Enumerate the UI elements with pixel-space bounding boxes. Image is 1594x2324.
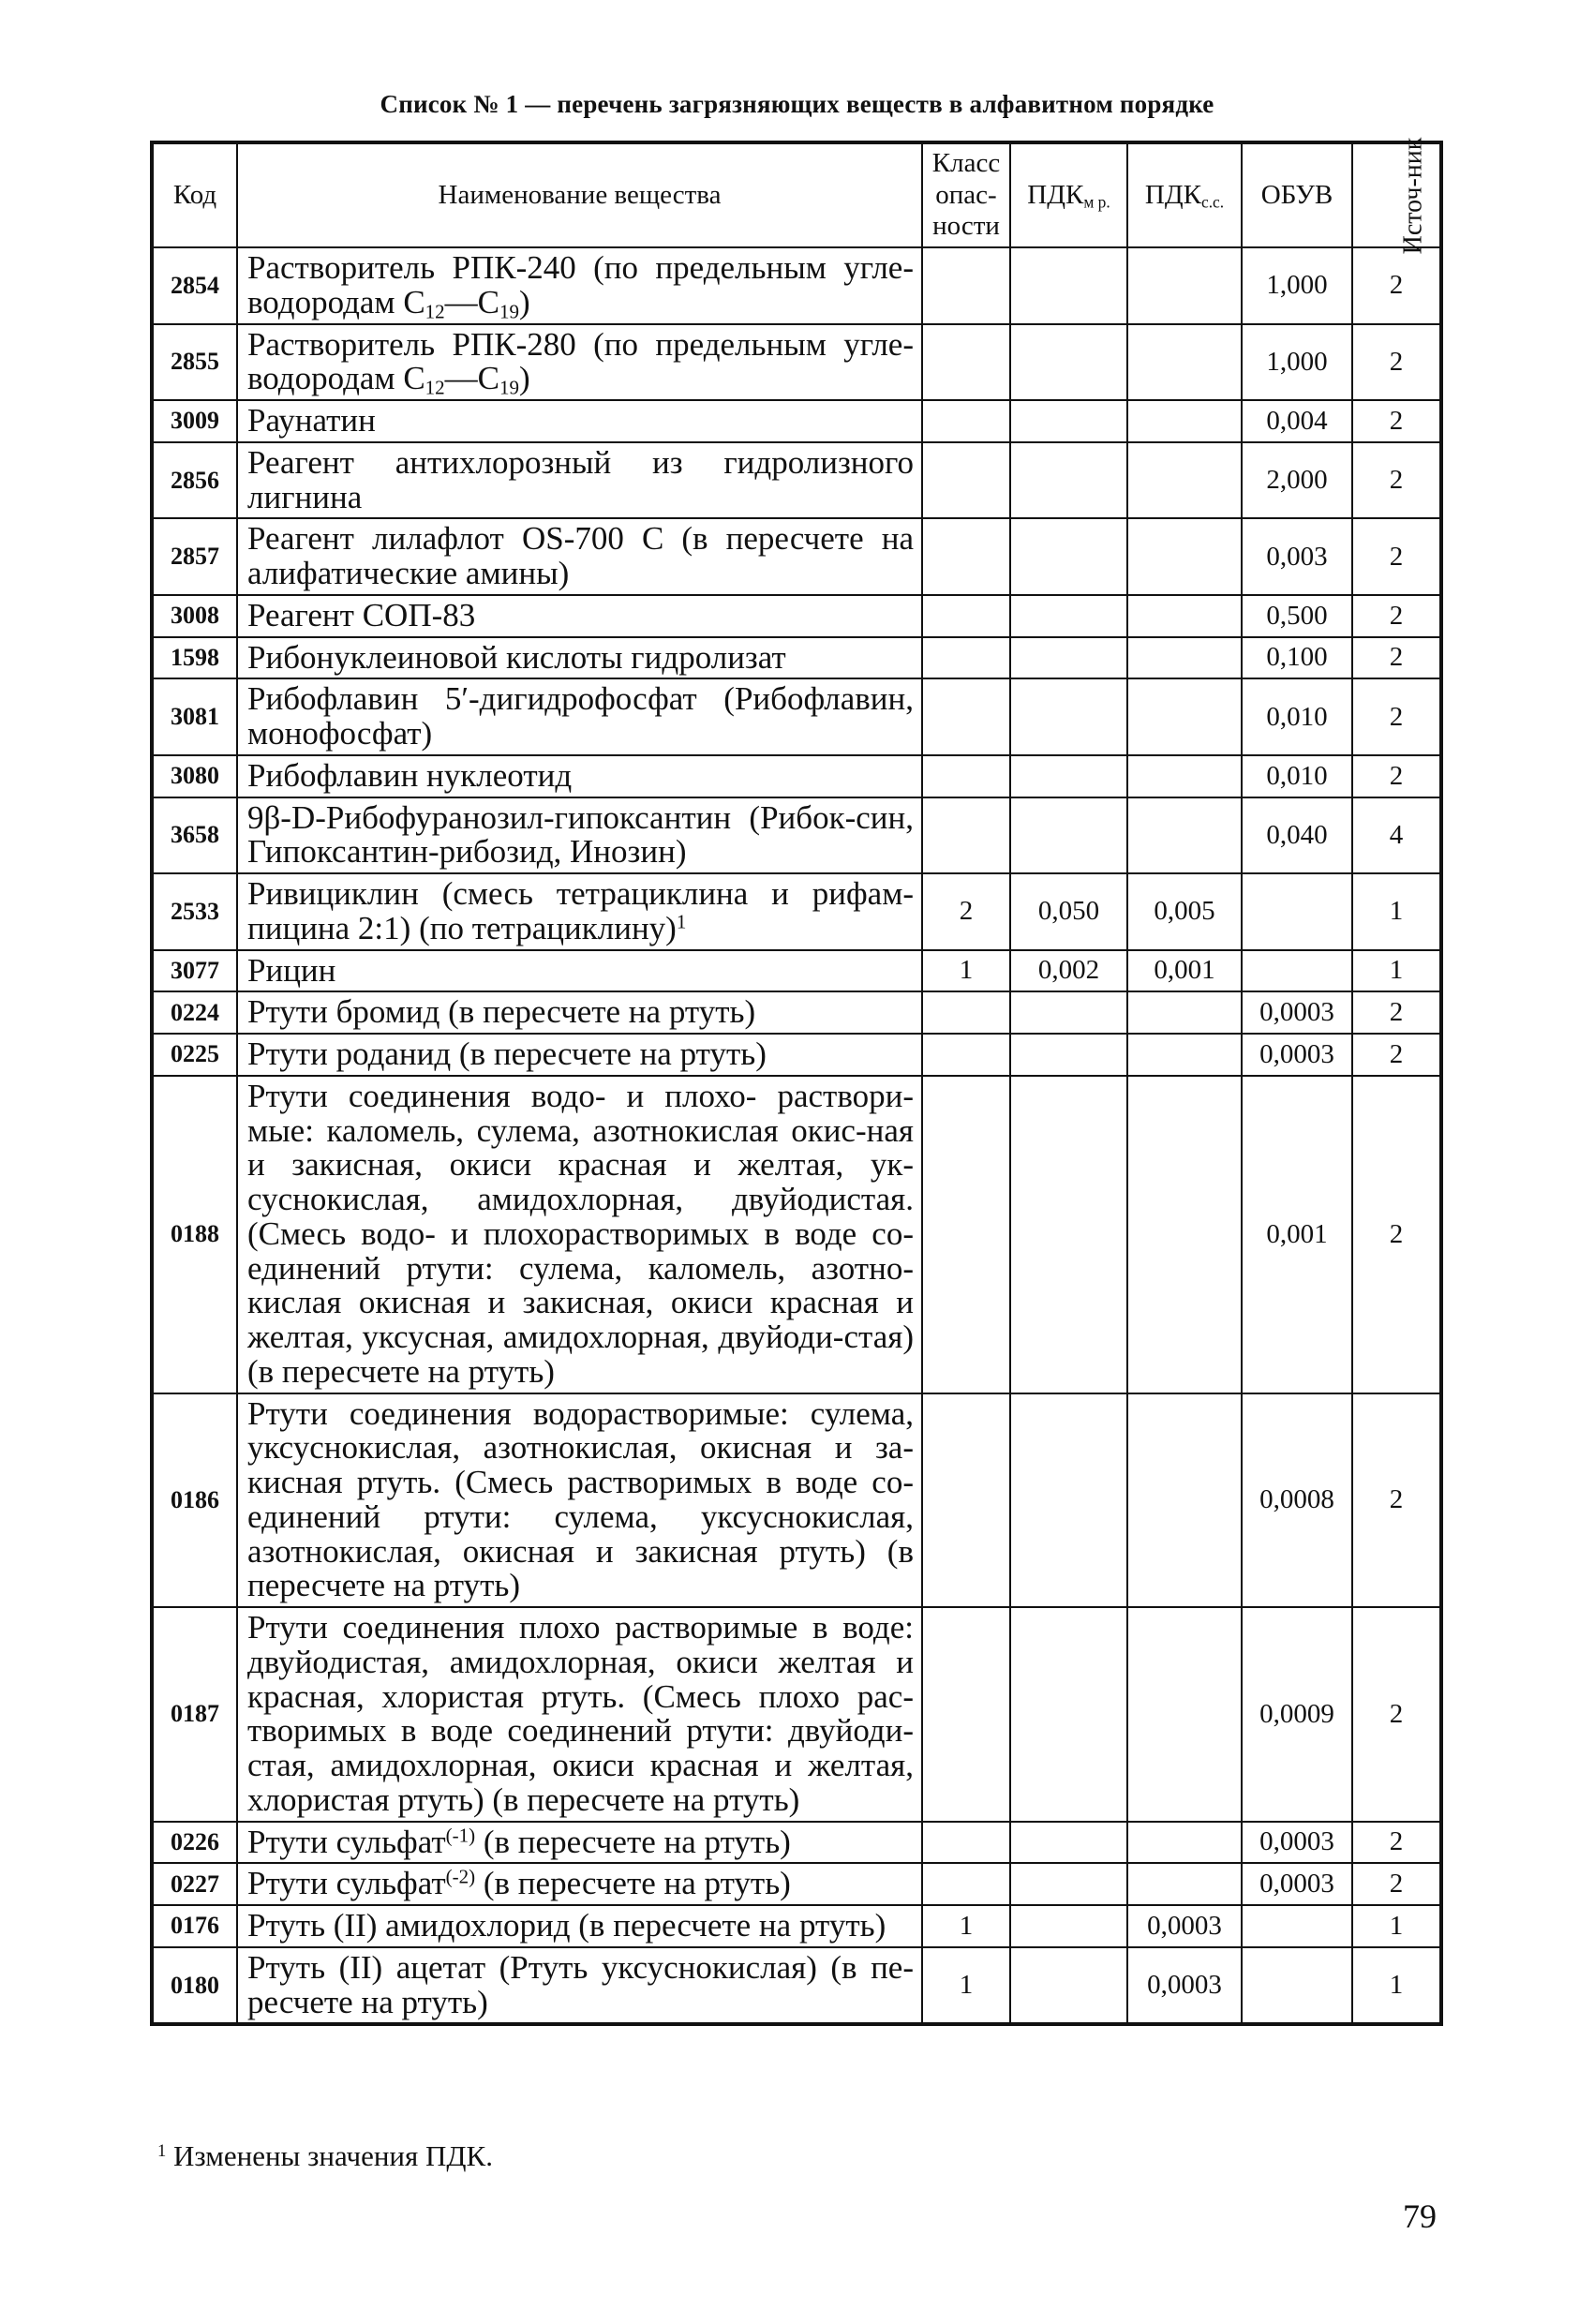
cell-obuv	[1242, 873, 1352, 950]
name-text: Ртуть (II) амидохлорид (в пересчете на ртуть)	[247, 1907, 886, 1944]
header-pdk-mr-sub: м р.	[1083, 192, 1110, 212]
cell-obuv: 2,000	[1242, 442, 1352, 519]
cell-name	[237, 950, 922, 992]
cell-code: 0180	[152, 1947, 237, 2025]
table-row	[152, 1905, 1441, 1947]
table-row	[152, 991, 1441, 1034]
cell-code: 0188	[152, 1076, 237, 1393]
cell-class	[922, 1076, 1010, 1393]
cell-source: 2	[1352, 247, 1441, 324]
cell-class	[922, 637, 1010, 679]
cell-code: 0186	[152, 1393, 237, 1608]
cell-class: 1	[922, 950, 1010, 992]
cell-pdk-ss	[1127, 755, 1242, 797]
name-text: Ртути бромид (в пересчете на ртуть)	[247, 993, 756, 1031]
name-text-end: )	[519, 360, 530, 397]
cell-pdk-ss	[1127, 518, 1242, 595]
cell-obuv: 0,004	[1242, 400, 1352, 442]
cell-pdk-ss	[1127, 1076, 1242, 1393]
cell-class	[922, 324, 1010, 401]
table-body	[152, 247, 1441, 2024]
cell-name	[237, 1393, 922, 1608]
cell-pdk-ss: 0,0003	[1127, 1947, 1242, 2025]
cell-source: 2	[1352, 518, 1441, 595]
cell-class	[922, 1822, 1010, 1864]
name-text: Ртути сульфат	[247, 1865, 446, 1902]
cell-source: 2	[1352, 1863, 1441, 1905]
name-subscript: 12	[425, 376, 445, 399]
cell-code: 2854	[152, 247, 237, 324]
cell-class	[922, 1863, 1010, 1905]
name-text: Раунатин	[247, 402, 376, 439]
name-text: Растворитель РПК-280 (по предельным угле-водородам C	[247, 325, 914, 397]
cell-code: 3009	[152, 400, 237, 442]
table-row	[152, 442, 1441, 519]
table-row	[152, 797, 1441, 874]
cell-name	[237, 1863, 922, 1905]
cell-obuv: 0,040	[1242, 797, 1352, 874]
cell-source: 2	[1352, 637, 1441, 679]
name-text: Растворитель РПК-240 (по предельным угле-водородам C	[247, 249, 914, 320]
cell-pdk-mr	[1010, 1393, 1127, 1608]
cell-obuv: 0,0003	[1242, 991, 1352, 1034]
cell-code: 3008	[152, 595, 237, 637]
cell-pdk-mr	[1010, 1947, 1127, 2025]
cell-pdk-mr	[1010, 755, 1127, 797]
cell-code: 0225	[152, 1034, 237, 1076]
cell-pdk-mr: 0,050	[1010, 873, 1127, 950]
cell-source: 4	[1352, 797, 1441, 874]
page-number: 79	[1403, 2197, 1437, 2235]
cell-pdk-ss: 0,005	[1127, 873, 1242, 950]
name-subscript: 19	[499, 300, 520, 322]
cell-source: 1	[1352, 950, 1441, 992]
cell-pdk-ss	[1127, 637, 1242, 679]
cell-code: 0226	[152, 1822, 237, 1864]
name-subscript: 19	[499, 376, 520, 399]
cell-source: 2	[1352, 324, 1441, 401]
cell-obuv: 0,0003	[1242, 1034, 1352, 1076]
table-row	[152, 400, 1441, 442]
cell-source: 2	[1352, 1076, 1441, 1393]
cell-obuv	[1242, 1947, 1352, 2025]
cell-code: 3081	[152, 678, 237, 755]
cell-code: 3080	[152, 755, 237, 797]
header-class-line: опас-	[935, 179, 997, 210]
cell-pdk-ss	[1127, 1607, 1242, 1822]
table-row	[152, 1947, 1441, 2025]
header-pdk-ss-sub: с.с.	[1200, 192, 1225, 212]
name-text: Ртути соединения водо- и плохо- раствори-мые: каломель, сулема, азотнокислая окис-ная и закисная, окиси красная и желтая, ук-суснокислая, амидохлорная, двуйодистая. (Смесь водо- и плохорастворимых в воде со-единений ртути: сулема, каломель, азотно-кислая окисная и закисная, окиси красная и желтая, уксусная, амидохлорная, двуйоди-стая) (в пересчете на ртуть)	[247, 1077, 914, 1390]
cell-code: 0227	[152, 1863, 237, 1905]
table-header-row	[152, 142, 1441, 247]
cell-code: 0187	[152, 1607, 237, 1822]
cell-class	[922, 518, 1010, 595]
cell-name	[237, 595, 922, 637]
cell-pdk-ss	[1127, 1863, 1242, 1905]
cell-pdk-ss	[1127, 324, 1242, 401]
cell-source: 2	[1352, 1822, 1441, 1864]
cell-pdk-mr	[1010, 1822, 1127, 1864]
cell-pdk-ss	[1127, 797, 1242, 874]
header-pdk-ss	[1127, 142, 1242, 247]
cell-name	[237, 755, 922, 797]
table-row	[152, 637, 1441, 679]
cell-pdk-mr	[1010, 1863, 1127, 1905]
cell-name	[237, 442, 922, 519]
name-text: Ртути сульфат	[247, 1823, 446, 1860]
header-class	[922, 142, 1010, 247]
cell-name	[237, 1034, 922, 1076]
cell-code: 2856	[152, 442, 237, 519]
name-text: Ртути соединения водорастворимые: сулема, уксуснокислая, азотнокислая, окисная и за-кисная ртуть. (Смесь растворимых в воде со-единений ртути: сулема, уксуснокислая, азотнокислая, окисная и закисная ртуть) (в пересчете на ртуть)	[247, 1394, 914, 1604]
name-text: Ртуть (II) ацетат (Ртуть уксуснокислая) (в пе-ресчете на ртуть)	[247, 1948, 914, 2020]
header-pdk-mr	[1010, 142, 1127, 247]
cell-pdk-ss	[1127, 1822, 1242, 1864]
table-row	[152, 755, 1441, 797]
cell-code: 1598	[152, 637, 237, 679]
cell-pdk-mr	[1010, 1607, 1127, 1822]
name-superscript: (-2)	[445, 1865, 476, 1888]
table-row	[152, 678, 1441, 755]
name-text-end: (в пересчете на ртуть)	[475, 1865, 791, 1902]
footnote-text: Изменены значения ПДК.	[173, 2139, 493, 2172]
cell-pdk-ss	[1127, 400, 1242, 442]
name-text: Ртути соединения плохо растворимые в воде: двуйодистая, амидохлорная, окиси желтая и красная, хлористая ртуть. (Смесь плохо рас-творимых в воде соединений ртути: двуйоди-стая, амидохлорная, окиси красная и желтая, хлористая ртуть) (в пересчете на ртуть)	[247, 1609, 914, 1818]
cell-name	[237, 1947, 922, 2025]
header-class-line: ности	[932, 211, 1000, 242]
cell-name	[237, 324, 922, 401]
cell-source: 2	[1352, 1607, 1441, 1822]
table-row	[152, 324, 1441, 401]
table-row	[152, 873, 1441, 950]
cell-class	[922, 442, 1010, 519]
cell-name	[237, 1607, 922, 1822]
header-source	[1352, 137, 1441, 255]
cell-pdk-mr: 0,002	[1010, 950, 1127, 992]
cell-pdk-mr	[1010, 637, 1127, 679]
cell-pdk-mr	[1010, 678, 1127, 755]
cell-obuv: 0,0009	[1242, 1607, 1352, 1822]
cell-code: 0224	[152, 991, 237, 1034]
cell-source: 2	[1352, 678, 1441, 755]
header-name: Наименование вещества	[237, 142, 922, 247]
cell-class	[922, 1607, 1010, 1822]
name-text: Рицин	[247, 951, 336, 989]
cell-name	[237, 1822, 922, 1864]
cell-obuv: 0,0003	[1242, 1863, 1352, 1905]
cell-class	[922, 797, 1010, 874]
cell-pdk-ss	[1127, 595, 1242, 637]
cell-obuv	[1242, 1905, 1352, 1947]
cell-pdk-mr	[1010, 247, 1127, 324]
cell-pdk-mr	[1010, 797, 1127, 874]
table-row	[152, 247, 1441, 324]
cell-name	[237, 400, 922, 442]
name-subscript: 12	[425, 300, 445, 322]
cell-class	[922, 1393, 1010, 1608]
cell-class: 2	[922, 873, 1010, 950]
header-class-line: Класс	[931, 148, 1001, 179]
name-text: Рибофлавин нуклеотид	[247, 756, 573, 794]
cell-name	[237, 1905, 922, 1947]
cell-obuv: 0,001	[1242, 1076, 1352, 1393]
name-text: Реагент СОП-83	[247, 596, 476, 633]
cell-name	[237, 1076, 922, 1393]
table-row	[152, 1822, 1441, 1864]
cell-name	[237, 678, 922, 755]
cell-obuv: 0,003	[1242, 518, 1352, 595]
header-source-label: Источ-ник	[1398, 137, 1428, 255]
name-text-mid: —C	[444, 283, 500, 320]
header-obuv: ОБУВ	[1242, 142, 1352, 247]
table-row	[152, 1863, 1441, 1905]
cell-pdk-ss	[1127, 1393, 1242, 1608]
cell-pdk-mr	[1010, 400, 1127, 442]
cell-pdk-mr	[1010, 442, 1127, 519]
cell-obuv: 0,010	[1242, 755, 1352, 797]
name-text: Реагент лилафлот OS-700 С (в пересчете на алифатические амины)	[247, 520, 914, 591]
cell-obuv: 0,100	[1242, 637, 1352, 679]
cell-source: 1	[1352, 1947, 1441, 2025]
cell-pdk-mr	[1010, 595, 1127, 637]
cell-code: 2533	[152, 873, 237, 950]
cell-obuv	[1242, 950, 1352, 992]
substances-table	[150, 137, 1443, 2026]
cell-code: 2855	[152, 324, 237, 401]
table-row	[152, 1076, 1441, 1393]
cell-class: 1	[922, 1947, 1010, 2025]
name-text-mid: —C	[444, 360, 500, 397]
cell-pdk-ss	[1127, 442, 1242, 519]
footnote-mark: 1	[157, 2140, 167, 2161]
cell-obuv: 1,000	[1242, 247, 1352, 324]
cell-code: 3077	[152, 950, 237, 992]
name-text-end: )	[519, 283, 530, 320]
cell-pdk-ss	[1127, 247, 1242, 324]
cell-class	[922, 991, 1010, 1034]
header-pdk-ss-label: ПДК	[1144, 179, 1201, 210]
table-row	[152, 1034, 1441, 1076]
cell-name	[237, 247, 922, 324]
cell-source: 1	[1352, 1905, 1441, 1947]
cell-class	[922, 595, 1010, 637]
cell-class	[922, 678, 1010, 755]
cell-name	[237, 797, 922, 874]
cell-class	[922, 1034, 1010, 1076]
table-row	[152, 1393, 1441, 1608]
cell-pdk-ss	[1127, 1034, 1242, 1076]
header-pdk-mr-label: ПДК	[1027, 179, 1084, 210]
cell-pdk-ss: 0,0003	[1127, 1905, 1242, 1947]
cell-class: 1	[922, 1905, 1010, 1947]
cell-source: 2	[1352, 400, 1441, 442]
cell-name	[237, 873, 922, 950]
table-row	[152, 595, 1441, 637]
cell-source: 1	[1352, 873, 1441, 950]
table-row	[152, 950, 1441, 992]
name-text: Ривициклин (смесь тетрациклина и рифам-пицина 2:1) (по тетрациклину)	[247, 875, 914, 946]
cell-obuv: 0,010	[1242, 678, 1352, 755]
cell-source: 2	[1352, 442, 1441, 519]
cell-code: 3658	[152, 797, 237, 874]
name-superscript: (-1)	[445, 1823, 476, 1846]
cell-source: 2	[1352, 595, 1441, 637]
cell-pdk-mr	[1010, 518, 1127, 595]
name-text: Реагент антихлорозный из гидролизного лигнина	[247, 443, 914, 515]
cell-pdk-mr	[1010, 324, 1127, 401]
page-title: Список № 1 — перечень загрязняющих веществ в алфавитном порядке	[380, 90, 1214, 118]
name-text: Ртути роданид (в пересчете на ртуть)	[247, 1035, 767, 1072]
cell-source: 2	[1352, 991, 1441, 1034]
name-text: Рибонуклеиновой кислоты гидролизат	[247, 638, 786, 676]
cell-pdk-mr	[1010, 1076, 1127, 1393]
name-text: Рибофлавин 5′-дигидрофосфат (Рибофлавин, монофосфат)	[247, 680, 914, 752]
cell-source: 2	[1352, 1393, 1441, 1608]
cell-name	[237, 991, 922, 1034]
name-text: 9β-D-Рибофуранозил-гипоксантин (Рибок-син, Гипоксантин-рибозид, Инозин)	[247, 798, 914, 871]
cell-name	[237, 637, 922, 679]
footnote	[157, 2139, 493, 2173]
cell-code: 2857	[152, 518, 237, 595]
cell-code: 0176	[152, 1905, 237, 1947]
name-text-end: (в пересчете на ртуть)	[475, 1823, 791, 1860]
table-row	[152, 518, 1441, 595]
name-superscript: 1	[676, 910, 687, 933]
cell-pdk-ss: 0,001	[1127, 950, 1242, 992]
cell-obuv: 0,0003	[1242, 1822, 1352, 1864]
cell-obuv: 0,0008	[1242, 1393, 1352, 1608]
cell-pdk-mr	[1010, 1905, 1127, 1947]
cell-obuv: 1,000	[1242, 324, 1352, 401]
cell-obuv: 0,500	[1242, 595, 1352, 637]
cell-class	[922, 400, 1010, 442]
header-code: Код	[152, 142, 237, 247]
table-row	[152, 1607, 1441, 1822]
cell-pdk-mr	[1010, 991, 1127, 1034]
cell-class	[922, 247, 1010, 324]
cell-pdk-mr	[1010, 1034, 1127, 1076]
cell-pdk-ss	[1127, 991, 1242, 1034]
cell-pdk-ss	[1127, 678, 1242, 755]
cell-class	[922, 755, 1010, 797]
cell-source: 2	[1352, 755, 1441, 797]
cell-source: 2	[1352, 1034, 1441, 1076]
cell-name	[237, 518, 922, 595]
